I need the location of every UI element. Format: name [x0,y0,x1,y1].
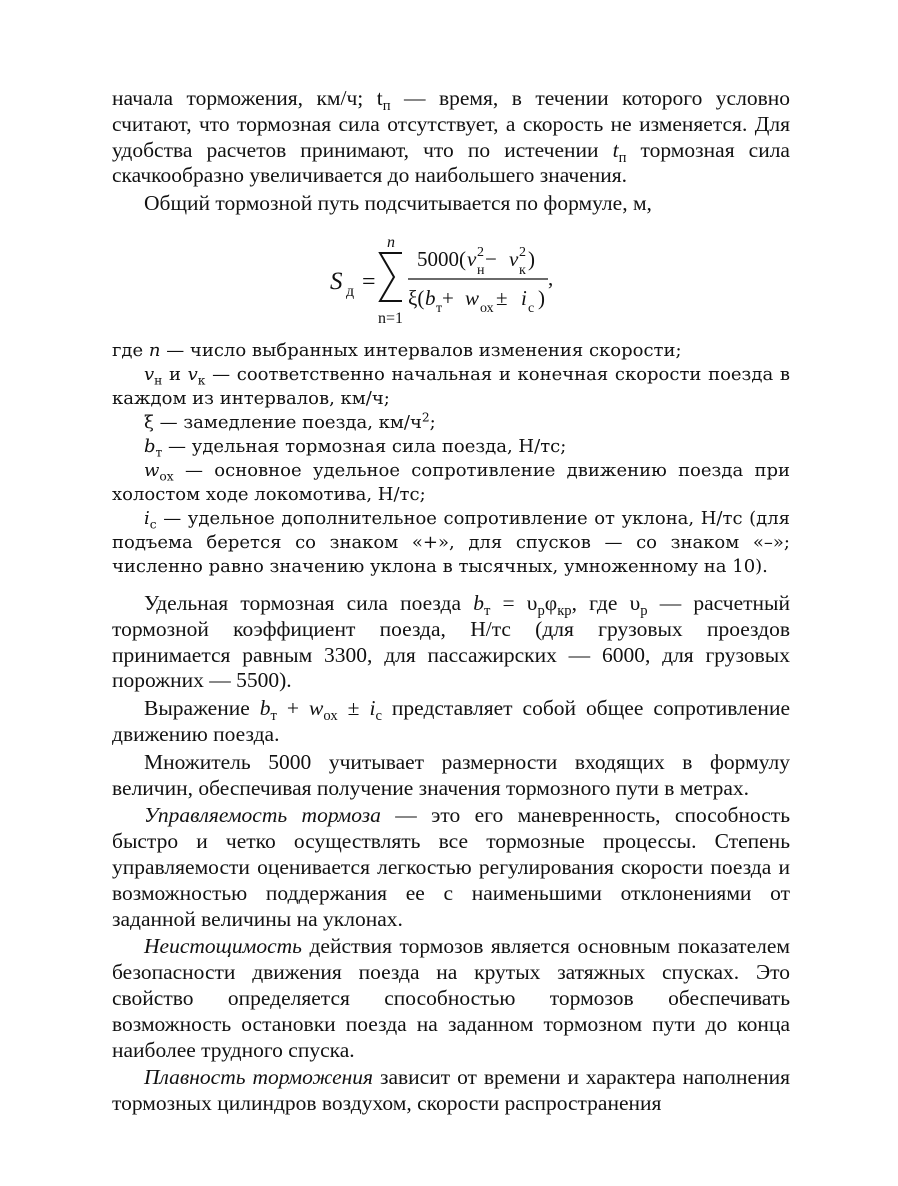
text-run: — расчетный тормозной коэффициент поезда, Н/тс (для грузовых проездов принимается равным 3300, для пассажирских — 6000, для грузовых порожних — 5500). [112,590,791,693]
formula-denominator-pm: ± [496,285,508,310]
text-run: — соответственно начальная и конечная скорости поезда в каждом из интервалов, км/ч; [112,363,790,409]
text-run: Выражение [144,696,260,721]
text-run: — основное удельное сопротивление движению поезда при холостом ходе локомотива, Н/тс; [112,459,790,505]
text-run: ; [429,411,436,433]
text-run: ξ — замедление поезда, км/ч [144,411,422,433]
paragraph-controllability [112,803,790,932]
text-run: где [112,339,149,361]
formula-denominator-isub: с [528,300,535,316]
text-run: с [149,517,157,532]
document-page [112,86,790,1117]
text-run: — время, в течении которого условно считают, что тормозная сила отсутствует, а скорость не изменяется. Для удобства расчетов принимают, что по истечении [112,86,790,162]
text-run: n [148,339,161,361]
paragraph-inexhaustibility [112,934,790,1063]
formula-S-sub: д [346,282,355,300]
formula-denominator-plus: + [442,285,454,310]
text-run: т [270,708,277,725]
text-run: ох [323,708,338,725]
text-run: — удельная тормозная сила поезда, Н/тс; [162,435,567,457]
text-run: кр [557,603,572,620]
text-run: w [309,696,324,721]
text-run: v [187,363,198,385]
formula-sum-top: n [387,233,395,251]
formula-sum-bottom: n=1 [378,309,404,327]
definition-ic [112,507,790,579]
text-run: р [537,603,545,620]
text-run: Множитель 5000 учитывает размерности входящих в формулу величин, обеспечивая получение значения тормозного пути в метрах. [112,749,790,800]
text-run: i [369,696,376,721]
definition-xi [112,411,790,435]
paragraph-expression [112,696,790,748]
text-run: действия тормозов является основным показателем безопасности движения поезда на крутых затяжных спусках. Это свойство определяется способностью тормозов обеспечивать возможность остановки поезда на заданном тормозном пути до конца наиболее трудного спуска. [112,934,790,1062]
text-run: ± [337,696,370,721]
text-run: к [197,373,206,388]
text-run: Управляемость тормоза [144,803,381,828]
paragraph-smoothness [112,1065,790,1117]
text-run: b [473,590,484,615]
formula-numerator-a: 5000( [417,246,466,271]
text-run: начала торможения, км/ч; t [112,86,383,110]
text-run: φ [544,590,558,615]
formula-numerator-v1: v [467,246,477,271]
text-run: Неистощимость [144,934,302,959]
formula-svg [112,223,790,335]
formula-numerator-v2: v [509,246,519,271]
formula-denominator-w: w [465,285,480,310]
text-run: т [155,445,163,460]
text-run: — удельное дополнительное сопротивление от уклона, Н/тс (для подъема берется со знаком «+», для спусков — со знаком «–»; численно равно значению уклона в тысячных, умноженному на 10). [112,507,790,577]
text-run: — число выбранных интервалов изменения скорости; [160,339,682,361]
formula-numerator-close: ) [528,246,535,271]
text-run: Общий тормозной путь подсчитывается по формуле, м, [144,191,652,216]
paragraph-multiplier [112,750,790,802]
definition-wox [112,459,790,507]
text-run: , где υ [571,590,641,615]
text-run: и [162,363,188,385]
text-run: 2 [421,410,430,425]
text-run: т [483,603,491,620]
text-run: тормозная сила скачкообразно увеличивается до наибольшего значения. [112,137,790,188]
text-run: Удельная тормозная сила поезда [144,590,474,615]
formula-S: S [330,267,343,295]
text-run: b [144,435,156,457]
text-run: с [375,708,382,725]
definition-n [112,339,790,363]
formula-denominator-b: b [425,285,436,310]
braking-distance-formula [112,223,790,335]
sigma-icon [380,253,402,301]
text-run: п [382,98,391,115]
formula-denominator-a: ξ( [408,285,425,310]
text-run: н [154,373,163,388]
formula-denominator-i: i [521,285,527,310]
text-run: представляет собой общее сопротивление движению поезда. [112,696,790,746]
text-run: п [618,149,627,166]
text-run: Плавность торможения [144,1065,374,1090]
text-run: t [612,137,619,162]
paragraph-braking-force [112,591,790,694]
formula-comma: , [548,265,554,290]
paragraph-intro [112,86,790,189]
text-run: + [276,696,310,721]
text-run: v [144,363,155,385]
paragraph-formula-intro [112,191,790,217]
definition-v [112,363,790,411]
text-run: w [144,459,160,481]
formula-numerator-vsub2: к [519,262,526,278]
formula-numerator-sq1: 2 [477,244,484,260]
text-run: ох [159,469,174,484]
formula-numerator-vsub1: н [477,262,485,278]
text-run: — это его маневренность, способность быстро и четко осуществлять все тормозные процессы. Степень управляемости оценивается легкостью регулирования скорости поезда и возможностью поддержания ее с наименьшими отклонениями от заданной величины на уклонах. [112,803,790,931]
formula-numerator-sq2: 2 [519,244,526,260]
formula-numerator-minus: − [485,246,497,271]
text-run: = υ [490,590,538,615]
formula-denominator-wsub: ох [480,300,494,316]
formula-eq: = [362,268,376,295]
text-run: р [640,603,648,620]
text-run: b [259,696,271,721]
text-run: i [144,507,150,529]
text-run: зависит от времени и характера наполнения тормозных цилиндров воздухом, скорости распространения [112,1065,790,1116]
formula-denominator-bsub: т [436,300,443,316]
definition-bt [112,435,790,459]
formula-denominator-close: ) [538,285,545,310]
